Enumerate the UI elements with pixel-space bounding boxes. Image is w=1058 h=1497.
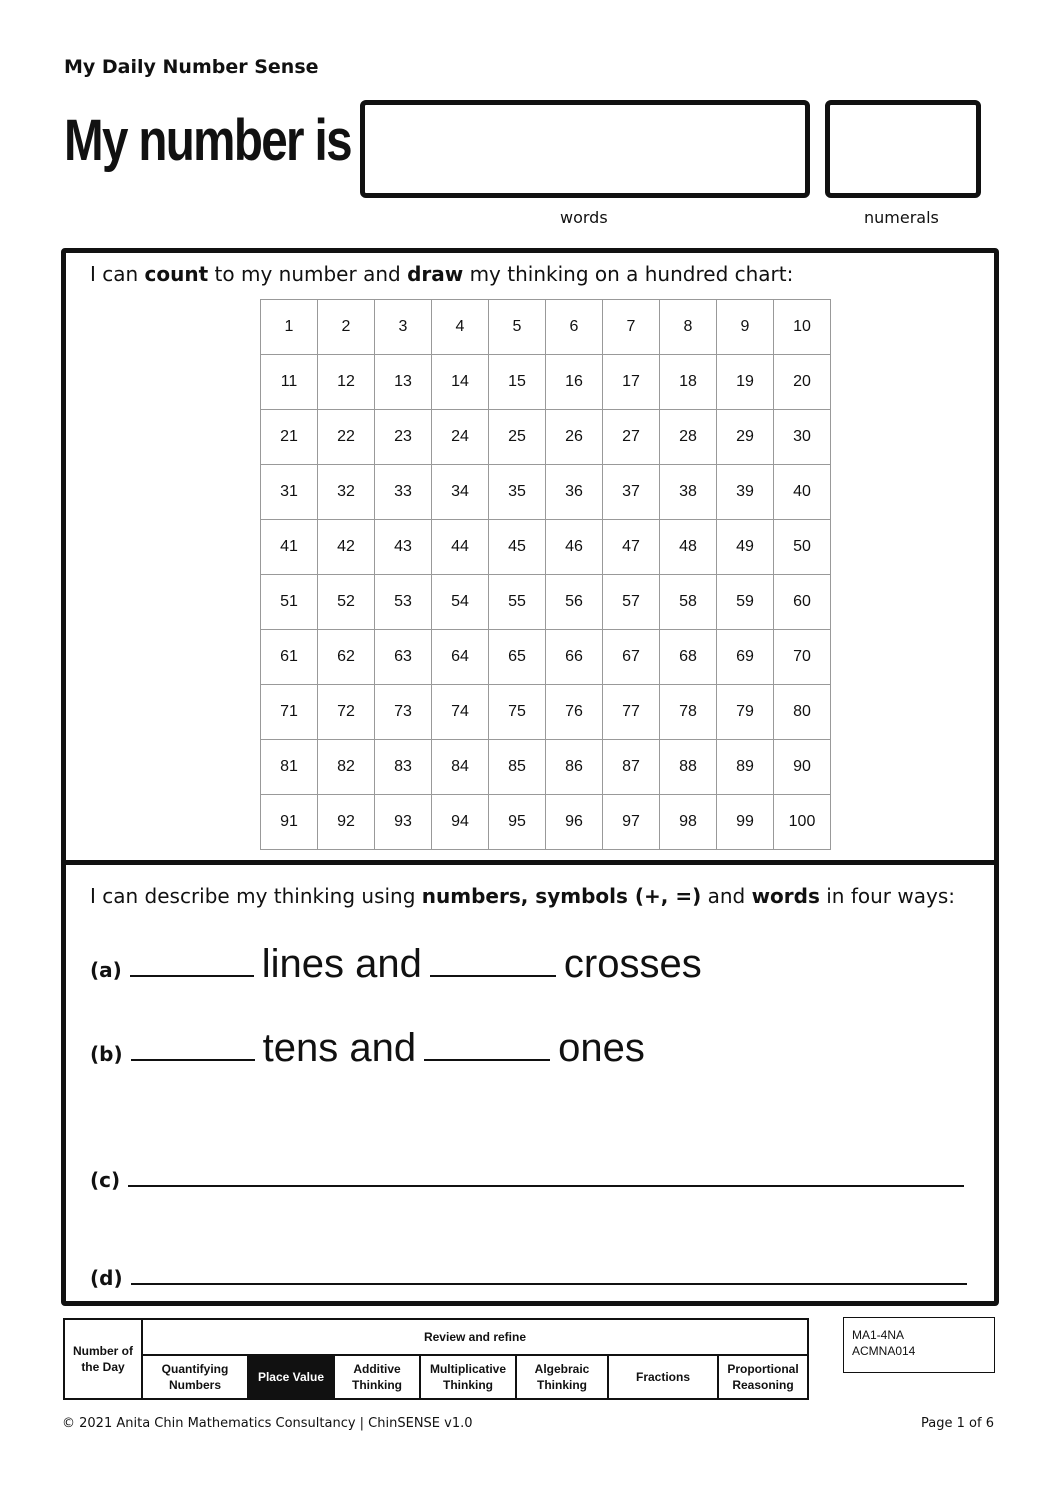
chart-row bbox=[261, 465, 831, 520]
tens-blank[interactable] bbox=[131, 1059, 255, 1061]
chart-cell[interactable]: 9 bbox=[717, 300, 774, 355]
answer-line-d bbox=[90, 1266, 967, 1290]
review-refine-cell: Review and refine bbox=[142, 1319, 808, 1355]
chart-cell[interactable]: 80 bbox=[774, 685, 831, 740]
words-answer-box[interactable] bbox=[360, 100, 810, 198]
chart-cell[interactable]: 42 bbox=[318, 520, 375, 575]
chart-cell[interactable]: 67 bbox=[603, 630, 660, 685]
tens-and-text: tens and bbox=[262, 1026, 417, 1070]
chart-cell[interactable]: 70 bbox=[774, 630, 831, 685]
answer-line-b bbox=[90, 1026, 645, 1071]
chart-cell[interactable]: 98 bbox=[660, 795, 717, 850]
chart-cell[interactable]: 52 bbox=[318, 575, 375, 630]
label-c: (c) bbox=[90, 1168, 121, 1192]
chart-cell[interactable]: 100 bbox=[774, 795, 831, 850]
chart-cell[interactable]: 11 bbox=[261, 355, 318, 410]
chart-cell[interactable]: 7 bbox=[603, 300, 660, 355]
chart-cell[interactable]: 44 bbox=[432, 520, 489, 575]
strands-table bbox=[63, 1318, 809, 1400]
chart-cell[interactable]: 76 bbox=[546, 685, 603, 740]
chart-cell[interactable]: 78 bbox=[660, 685, 717, 740]
strand-cell: Additive Thinking bbox=[334, 1355, 420, 1399]
chart-row bbox=[261, 685, 831, 740]
chart-cell[interactable]: 53 bbox=[375, 575, 432, 630]
chart-cell[interactable]: 88 bbox=[660, 740, 717, 795]
chart-cell[interactable]: 54 bbox=[432, 575, 489, 630]
chart-cell[interactable]: 84 bbox=[432, 740, 489, 795]
chart-cell[interactable]: 31 bbox=[261, 465, 318, 520]
chart-cell[interactable]: 91 bbox=[261, 795, 318, 850]
words-caption: words bbox=[560, 208, 608, 227]
chart-cell[interactable]: 79 bbox=[717, 685, 774, 740]
chart-cell[interactable]: 85 bbox=[489, 740, 546, 795]
chart-row bbox=[261, 740, 831, 795]
chart-cell[interactable]: 29 bbox=[717, 410, 774, 465]
chart-cell[interactable]: 48 bbox=[660, 520, 717, 575]
chart-cell[interactable]: 89 bbox=[717, 740, 774, 795]
chart-cell[interactable]: 15 bbox=[489, 355, 546, 410]
page-title: My number is bbox=[64, 108, 351, 173]
describe-prompt: I can describe my thinking using numbers, symbols (+, =) and words in four ways: bbox=[90, 884, 955, 908]
chart-cell[interactable]: 57 bbox=[603, 575, 660, 630]
chart-cell[interactable]: 21 bbox=[261, 410, 318, 465]
chart-cell[interactable]: 10 bbox=[774, 300, 831, 355]
chart-cell[interactable]: 55 bbox=[489, 575, 546, 630]
strand-cell: Algebraic Thinking bbox=[516, 1355, 608, 1399]
chart-cell[interactable]: 4 bbox=[432, 300, 489, 355]
chart-cell[interactable]: 68 bbox=[660, 630, 717, 685]
chart-row bbox=[261, 520, 831, 575]
chart-cell[interactable]: 40 bbox=[774, 465, 831, 520]
chart-cell[interactable]: 46 bbox=[546, 520, 603, 575]
crosses-blank[interactable] bbox=[430, 975, 556, 977]
chart-cell[interactable]: 47 bbox=[603, 520, 660, 575]
section-divider bbox=[61, 860, 999, 865]
chart-cell[interactable]: 6 bbox=[546, 300, 603, 355]
chart-cell[interactable]: 37 bbox=[603, 465, 660, 520]
chart-cell[interactable]: 2 bbox=[318, 300, 375, 355]
chart-cell[interactable]: 27 bbox=[603, 410, 660, 465]
chart-cell[interactable]: 30 bbox=[774, 410, 831, 465]
strand-cell: Quantifying Numbers bbox=[142, 1355, 248, 1399]
page-number: Page 1 of 6 bbox=[921, 1416, 994, 1431]
chart-cell[interactable]: 66 bbox=[546, 630, 603, 685]
label-b: (b) bbox=[90, 1042, 123, 1066]
label-a: (a) bbox=[90, 958, 122, 982]
chart-cell[interactable]: 36 bbox=[546, 465, 603, 520]
c-blank[interactable] bbox=[128, 1185, 964, 1187]
strand-cell: Place Value bbox=[248, 1355, 334, 1399]
chart-cell[interactable]: 45 bbox=[489, 520, 546, 575]
chart-cell[interactable]: 82 bbox=[318, 740, 375, 795]
chart-cell[interactable]: 23 bbox=[375, 410, 432, 465]
chart-cell[interactable]: 51 bbox=[261, 575, 318, 630]
chart-cell[interactable]: 60 bbox=[774, 575, 831, 630]
strand-cell: Proportional Reasoning bbox=[718, 1355, 808, 1399]
chart-cell[interactable]: 5 bbox=[489, 300, 546, 355]
chart-cell[interactable]: 73 bbox=[375, 685, 432, 740]
chart-cell[interactable]: 71 bbox=[261, 685, 318, 740]
chart-cell[interactable]: 32 bbox=[318, 465, 375, 520]
chart-cell[interactable]: 81 bbox=[261, 740, 318, 795]
chart-cell[interactable]: 43 bbox=[375, 520, 432, 575]
chart-cell[interactable]: 96 bbox=[546, 795, 603, 850]
strand-cell: Multiplicative Thinking bbox=[420, 1355, 516, 1399]
answer-line-c bbox=[90, 1168, 964, 1192]
chart-cell[interactable]: 14 bbox=[432, 355, 489, 410]
chart-cell[interactable]: 65 bbox=[489, 630, 546, 685]
series-title: My Daily Number Sense bbox=[64, 56, 319, 78]
ones-blank[interactable] bbox=[424, 1059, 550, 1061]
number-of-day-cell: Number of the Day bbox=[64, 1319, 142, 1399]
crosses-text: crosses bbox=[563, 942, 702, 986]
chart-cell[interactable]: 20 bbox=[774, 355, 831, 410]
chart-cell[interactable]: 74 bbox=[432, 685, 489, 740]
chart-cell[interactable]: 94 bbox=[432, 795, 489, 850]
chart-cell[interactable]: 87 bbox=[603, 740, 660, 795]
chart-cell[interactable]: 97 bbox=[603, 795, 660, 850]
curriculum-codes bbox=[843, 1317, 995, 1373]
strand-cell: Fractions bbox=[608, 1355, 718, 1399]
chart-cell[interactable]: 58 bbox=[660, 575, 717, 630]
chart-row bbox=[261, 795, 831, 850]
numerals-caption: numerals bbox=[864, 208, 939, 227]
chart-cell[interactable]: 64 bbox=[432, 630, 489, 685]
chart-cell[interactable]: 39 bbox=[717, 465, 774, 520]
chart-cell[interactable]: 72 bbox=[318, 685, 375, 740]
chart-cell[interactable]: 63 bbox=[375, 630, 432, 685]
chart-cell[interactable]: 50 bbox=[774, 520, 831, 575]
hundred-chart bbox=[260, 299, 831, 850]
chart-row bbox=[261, 630, 831, 685]
hundred-chart-prompt: I can count to my number and draw my thinking on a hundred chart: bbox=[90, 262, 794, 286]
chart-cell[interactable]: 33 bbox=[375, 465, 432, 520]
chart-cell[interactable]: 19 bbox=[717, 355, 774, 410]
chart-cell[interactable]: 22 bbox=[318, 410, 375, 465]
chart-cell[interactable]: 8 bbox=[660, 300, 717, 355]
d-blank[interactable] bbox=[131, 1283, 967, 1285]
chart-cell[interactable]: 18 bbox=[660, 355, 717, 410]
chart-cell[interactable]: 56 bbox=[546, 575, 603, 630]
chart-cell[interactable]: 35 bbox=[489, 465, 546, 520]
chart-cell[interactable]: 34 bbox=[432, 465, 489, 520]
code-2: ACMNA014 bbox=[852, 1344, 916, 1359]
chart-cell[interactable]: 12 bbox=[318, 355, 375, 410]
ones-text: ones bbox=[558, 1026, 645, 1070]
chart-cell[interactable]: 62 bbox=[318, 630, 375, 685]
chart-row bbox=[261, 410, 831, 465]
chart-cell[interactable]: 3 bbox=[375, 300, 432, 355]
chart-cell[interactable]: 26 bbox=[546, 410, 603, 465]
chart-row bbox=[261, 300, 831, 355]
chart-cell[interactable]: 1 bbox=[261, 300, 318, 355]
lines-and-text: lines and bbox=[261, 942, 422, 986]
chart-cell[interactable]: 13 bbox=[375, 355, 432, 410]
chart-cell[interactable]: 77 bbox=[603, 685, 660, 740]
chart-row bbox=[261, 355, 831, 410]
chart-cell[interactable]: 17 bbox=[603, 355, 660, 410]
chart-cell[interactable]: 61 bbox=[261, 630, 318, 685]
chart-cell[interactable]: 69 bbox=[717, 630, 774, 685]
chart-cell[interactable]: 83 bbox=[375, 740, 432, 795]
chart-cell[interactable]: 16 bbox=[546, 355, 603, 410]
chart-cell[interactable]: 90 bbox=[774, 740, 831, 795]
chart-cell[interactable]: 41 bbox=[261, 520, 318, 575]
code-1: MA1-4NA bbox=[852, 1328, 905, 1342]
answer-line-a bbox=[90, 942, 702, 987]
chart-cell[interactable]: 92 bbox=[318, 795, 375, 850]
label-d: (d) bbox=[90, 1266, 123, 1290]
lines-blank[interactable] bbox=[130, 975, 254, 977]
chart-row bbox=[261, 575, 831, 630]
numerals-answer-box[interactable] bbox=[825, 100, 981, 198]
chart-cell[interactable]: 95 bbox=[489, 795, 546, 850]
chart-cell[interactable]: 38 bbox=[660, 465, 717, 520]
chart-cell[interactable]: 25 bbox=[489, 410, 546, 465]
chart-cell[interactable]: 93 bbox=[375, 795, 432, 850]
chart-cell[interactable]: 49 bbox=[717, 520, 774, 575]
chart-cell[interactable]: 24 bbox=[432, 410, 489, 465]
copyright: © 2021 Anita Chin Mathematics Consultancy | ChinSENSE v1.0 bbox=[62, 1416, 473, 1431]
chart-cell[interactable]: 99 bbox=[717, 795, 774, 850]
chart-cell[interactable]: 75 bbox=[489, 685, 546, 740]
chart-cell[interactable]: 59 bbox=[717, 575, 774, 630]
chart-cell[interactable]: 28 bbox=[660, 410, 717, 465]
chart-cell[interactable]: 86 bbox=[546, 740, 603, 795]
